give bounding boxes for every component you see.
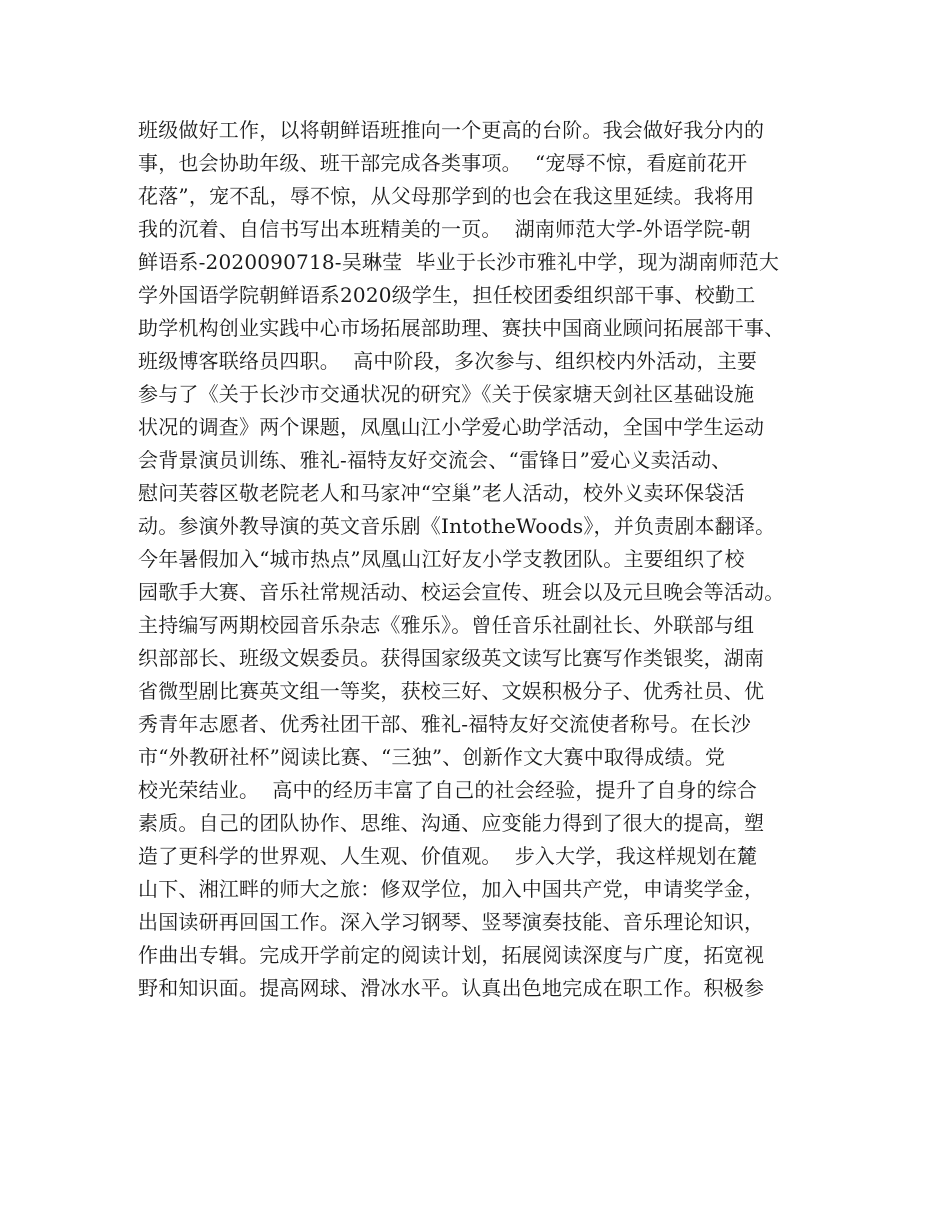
text-line: 素质。自己的团队协作、思维、沟通、应变能力得到了很大的提高，塑 — [138, 811, 765, 835]
text-line: 市“外教研社杯”阅读比赛、“三独”、创新作文大赛中取得成绩。党 — [138, 745, 726, 769]
text-line: 会背景演员训练、雅礼-福特友好交流会、“雷锋日”爱心义卖活动、 — [138, 448, 732, 472]
text-line: 园歌手大赛、音乐社常规活动、校运会宣传、班会以及元旦晚会等活动。 — [138, 580, 785, 604]
text-line: 慰问芙蓉区敬老院老人和马家冲“空巢”老人活动，校外义卖环保袋活 — [138, 481, 745, 505]
text-line: 今年暑假加入“城市热点”凤凰山江好友小学支教团队。主要组织了校 — [138, 547, 745, 571]
text-line: 事，也会协助年级、班干部完成各类事项。 “宠辱不惊，看庭前花开 — [138, 151, 748, 175]
text-line: 野和知识面。提高网球、滑冰水平。认真出色地完成在职工作。积极参 — [138, 976, 765, 1000]
text-line: 鲜语系-2020090718-吴琳莹 毕业于长沙市雅礼中学，现为湖南师范大 — [138, 250, 780, 274]
text-line: 作曲出专辑。完成开学前定的阅读计划，拓展阅读深度与广度，拓宽视 — [138, 943, 765, 967]
text-line: 班级做好工作，以将朝鲜语班推向一个更高的台阶。我会做好我分内的 — [138, 118, 765, 142]
text-line: 动。参演外教导演的英文音乐剧《IntotheWoods》，并负责剧本翻译。 — [138, 514, 776, 538]
text-line: 省微型剧比赛英文组一等奖，获校三好、文娱积极分子、优秀社员、优 — [138, 679, 765, 703]
text-line: 织部部长、班级文娱委员。获得国家级英文读写比赛写作类银奖，湖南 — [138, 646, 765, 670]
text-line: 班级博客联络员四职。 高中阶段，多次参与、组织校内外活动，主要 — [138, 349, 758, 373]
text-line: 参与了《关于长沙市交通状况的研究》《关于侯家塘天剑社区基础设施 — [138, 382, 755, 406]
text-line: 助学机构创业实践中心市场拓展部助理、赛扶中国商业顾问拓展部干事、 — [138, 316, 785, 340]
text-line: 秀青年志愿者、优秀社团干部、雅礼-福特友好交流使者称号。在长沙 — [138, 712, 751, 736]
text-line: 山下、湘江畔的师大之旅：修双学位，加入中国共产党，申请奖学金， — [138, 877, 765, 901]
text-line: 造了更科学的世界观、人生观、价值观。 步入大学，我这样规划在麓 — [138, 844, 758, 868]
text-line: 我的沉着、自信书写出本班精美的一页。 湖南师范大学-外语学院-朝 — [138, 217, 751, 241]
text-line: 出国读研再回国工作。深入学习钢琴、竖琴演奏技能、音乐理论知识， — [138, 910, 765, 934]
text-line: 状况的调查》两个课题，凤凰山江小学爱心助学活动，全国中学生运动 — [138, 415, 765, 439]
text-line: 学外国语学院朝鲜语系2020级学生，担任校团委组织部干事、校勤工 — [138, 283, 756, 307]
text-line: 花落”，宠不乱，辱不惊，从父母那学到的也会在我这里延续。我将用 — [138, 184, 755, 208]
text-line: 主持编写两期校园音乐杂志《雅乐》。曾任音乐社副社长、外联部与组 — [138, 613, 755, 637]
text-line: 校光荣结业。 高中的经历丰富了自己的社会经验，提升了自身的综合 — [138, 778, 758, 802]
body-text — [138, 114, 828, 1005]
